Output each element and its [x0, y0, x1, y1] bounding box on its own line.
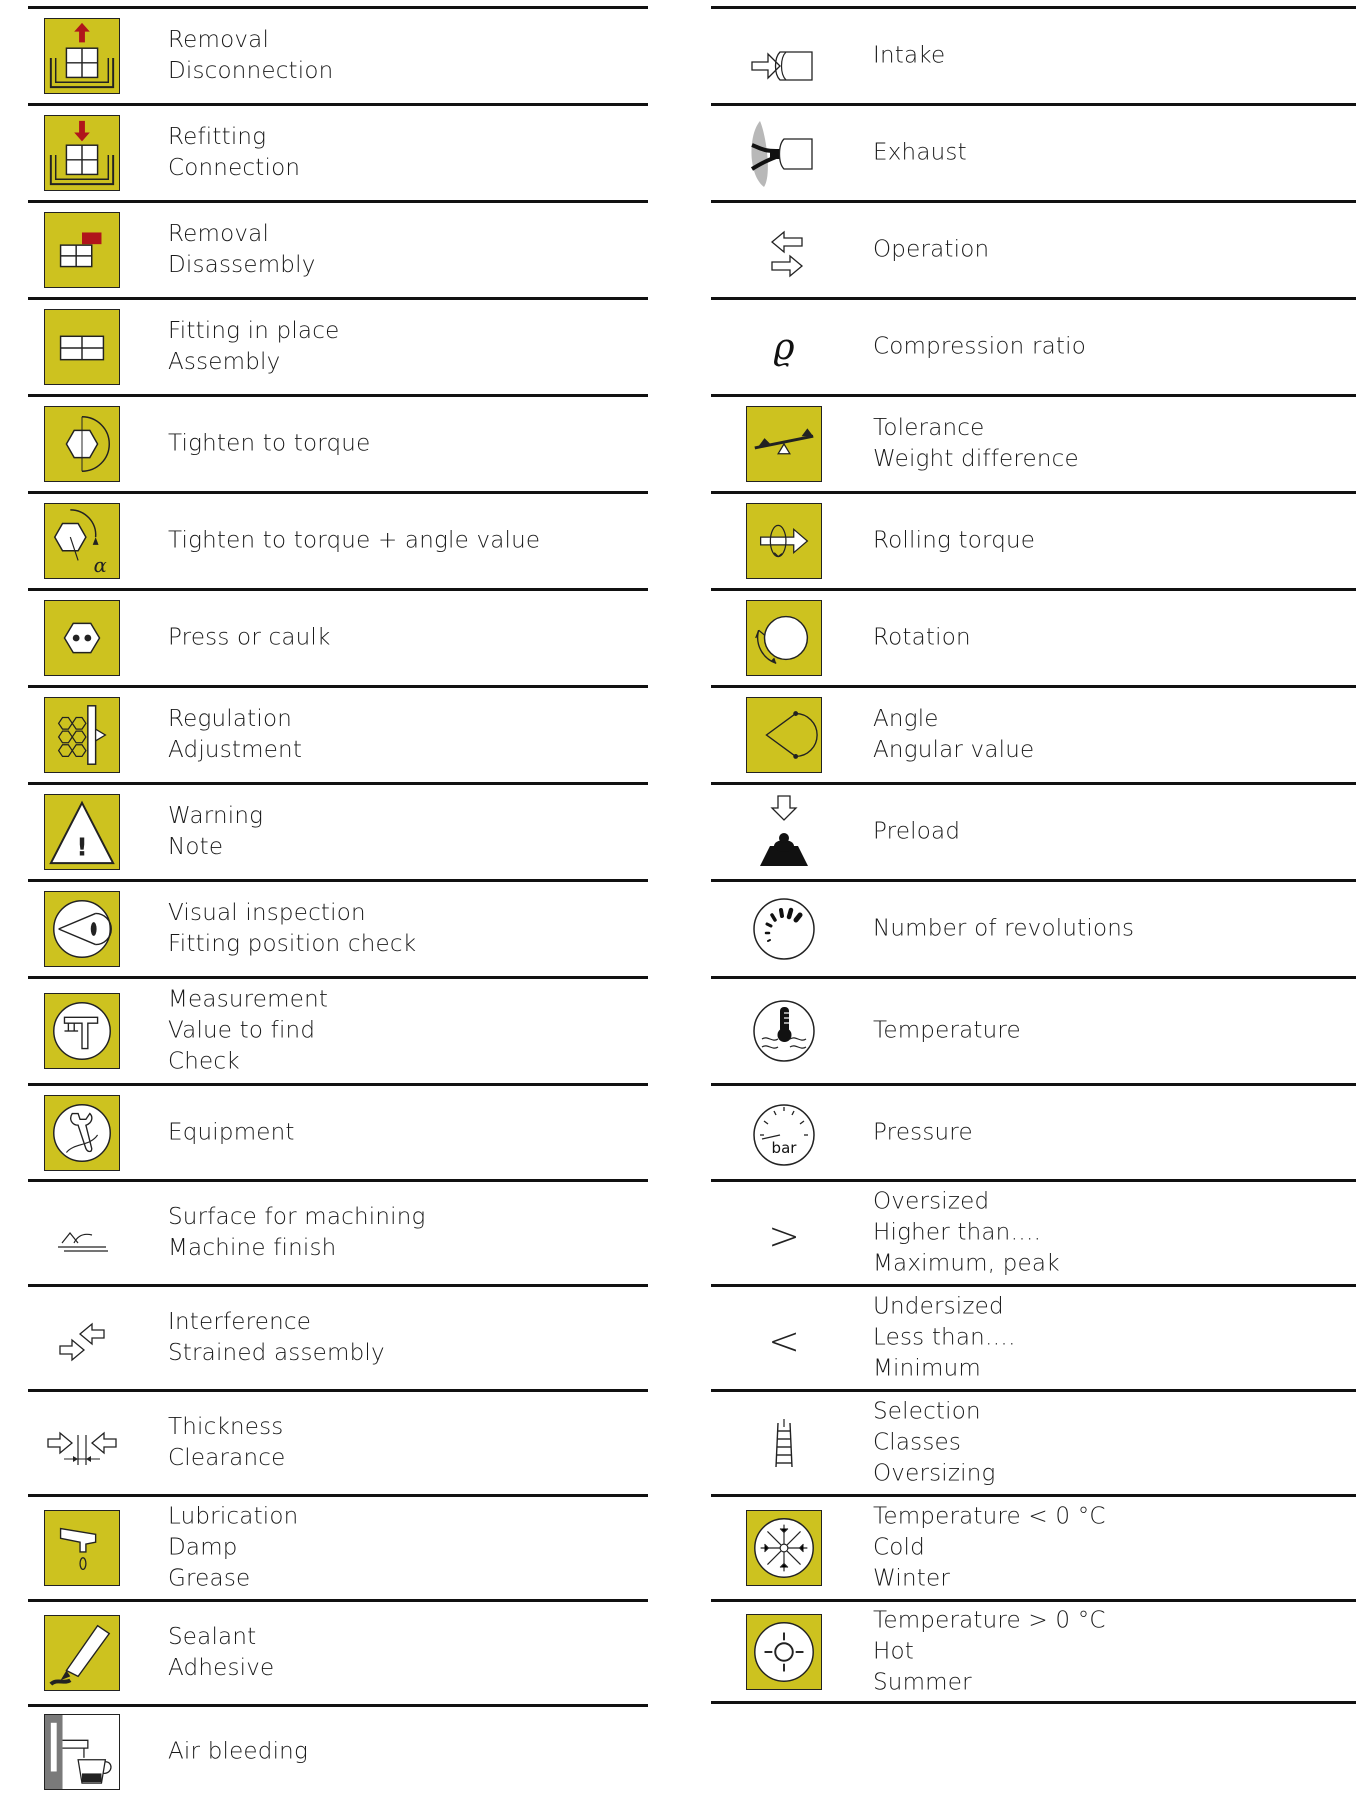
- symbol-label: Air bleeding: [168, 1738, 308, 1764]
- symbol-label: Measurement Value to find Check: [168, 986, 329, 1075]
- rotation-icon: [746, 600, 822, 676]
- greater-than-symbol: >: [768, 1214, 800, 1258]
- symbol-label: Removal Disassembly: [168, 221, 316, 278]
- torque-angle-icon: [44, 503, 120, 579]
- symbol-row: [711, 1599, 1356, 1704]
- symbol-row: [711, 685, 1356, 782]
- symbol-row: [711, 491, 1356, 588]
- exclamation-symbol: !: [76, 832, 88, 862]
- measurement-icon: [44, 993, 120, 1069]
- symbol-row: [28, 200, 648, 297]
- symbol-row: [711, 297, 1356, 394]
- symbol-row: [711, 879, 1356, 976]
- symbol-label: Pressure: [873, 1119, 973, 1145]
- symbol-label: Tighten to torque + angle value: [168, 527, 541, 554]
- pressure-icon: [746, 1095, 822, 1171]
- revolutions-icon: [746, 891, 822, 967]
- symbol-label: Interference Strained assembly: [168, 1309, 385, 1366]
- interference-icon: [44, 1300, 120, 1376]
- less-than-symbol: <: [768, 1319, 800, 1363]
- symbol-label: Tolerance Weight difference: [873, 415, 1079, 472]
- symbol-label: Compression ratio: [873, 333, 1086, 360]
- lubrication-icon: [44, 1510, 120, 1586]
- symbol-row: [711, 1494, 1356, 1599]
- symbol-label: Preload: [873, 818, 961, 845]
- symbol-row: [711, 1179, 1356, 1284]
- symbol-row: [28, 782, 648, 879]
- symbol-row: [28, 297, 648, 394]
- symbol-label: Undersized Less than…. Minimum: [873, 1293, 1016, 1382]
- operation-icon: [746, 212, 822, 288]
- symbol-row: [711, 1284, 1356, 1389]
- symbol-label: Removal Disconnection: [168, 27, 334, 84]
- symbol-row: [28, 588, 648, 685]
- symbol-label: Equipment: [168, 1119, 295, 1145]
- symbol-label: Sealant Adhesive: [168, 1624, 275, 1681]
- symbol-row: [28, 1083, 648, 1179]
- symbol-label: Operation: [873, 236, 990, 263]
- symbol-label: Warning Note: [168, 803, 264, 860]
- symbol-row: [28, 1494, 648, 1599]
- left-column: [28, 6, 648, 1796]
- symbol-label: Oversized Higher than…. Maximum, peak: [873, 1188, 1060, 1277]
- symbol-label: Exhaust: [873, 139, 967, 166]
- greater-than-icon: [746, 1195, 822, 1271]
- symbol-row: [711, 782, 1356, 879]
- cold-icon: [746, 1510, 822, 1586]
- rolling-torque-icon: [746, 503, 822, 579]
- symbol-label: Temperature < 0 °C Cold Winter: [873, 1503, 1106, 1592]
- selection-icon: [746, 1405, 822, 1481]
- symbol-row: [28, 1284, 648, 1389]
- symbol-label: Temperature: [873, 1017, 1021, 1044]
- thickness-icon: [44, 1405, 120, 1481]
- symbol-label: Temperature > 0 °C Hot Summer: [873, 1607, 1106, 1695]
- symbol-label: Regulation Adjustment: [168, 706, 303, 763]
- symbol-label: Fitting in place Assembly: [168, 318, 340, 375]
- symbol-label: Intake: [873, 42, 946, 69]
- warning-icon: [44, 794, 120, 870]
- symbol-label: Visual inspection Fitting position check: [168, 900, 417, 957]
- symbol-row: [28, 685, 648, 782]
- symbol-row: [711, 394, 1356, 491]
- rho-symbol: ϱ: [773, 327, 795, 368]
- symbol-label: Lubrication Damp Grease: [168, 1503, 299, 1592]
- assembly-icon: [44, 309, 120, 385]
- hot-icon: [746, 1614, 822, 1690]
- symbol-row: [711, 6, 1356, 103]
- temperature-icon: [746, 993, 822, 1069]
- symbol-row: [28, 6, 648, 103]
- symbol-label: Number of revolutions: [873, 915, 1135, 942]
- compression-ratio-icon: [746, 309, 822, 385]
- angle-icon: [746, 697, 822, 773]
- equipment-icon: [44, 1095, 120, 1171]
- exhaust-icon: [746, 115, 822, 191]
- symbol-row: [28, 1704, 648, 1796]
- symbol-row: [711, 1083, 1356, 1179]
- right-column: [711, 6, 1356, 1704]
- removal-disconnection-icon: [44, 18, 120, 94]
- symbol-row: [711, 1389, 1356, 1494]
- symbol-label: Thickness Clearance: [168, 1414, 286, 1471]
- machining-surface-icon: [44, 1195, 120, 1271]
- symbol-row: [28, 879, 648, 976]
- symbol-row: [28, 103, 648, 200]
- symbol-row: [28, 1389, 648, 1494]
- air-bleeding-icon: [44, 1714, 120, 1790]
- sealant-icon: [44, 1615, 120, 1691]
- symbol-label: Rolling torque: [873, 527, 1036, 554]
- symbol-label: Rotation: [873, 624, 971, 651]
- symbol-label: Refitting Connection: [168, 124, 301, 181]
- less-than-icon: [746, 1300, 822, 1376]
- symbol-row: [711, 588, 1356, 685]
- symbol-label: Surface for machining Machine finish: [168, 1204, 426, 1261]
- symbol-row: [711, 103, 1356, 200]
- bar-unit-text: bar: [771, 1138, 797, 1157]
- symbol-label: Angle Angular value: [873, 706, 1035, 763]
- symbol-row: [28, 491, 648, 588]
- symbol-row: [711, 976, 1356, 1083]
- intake-icon: [746, 18, 822, 94]
- symbol-row: [28, 394, 648, 491]
- symbol-label: Tighten to torque: [168, 430, 371, 457]
- symbol-row: [711, 200, 1356, 297]
- tolerance-icon: [746, 406, 822, 482]
- torque-icon: [44, 406, 120, 482]
- symbol-row: [28, 1179, 648, 1284]
- refitting-connection-icon: [44, 115, 120, 191]
- removal-disassembly-icon: [44, 212, 120, 288]
- alpha-symbol: α: [93, 554, 107, 578]
- adjustment-icon: [44, 697, 120, 773]
- press-caulk-icon: [44, 600, 120, 676]
- symbol-row: [28, 1599, 648, 1704]
- symbol-row: [28, 976, 648, 1083]
- visual-inspection-icon: [44, 891, 120, 967]
- preload-icon: [746, 794, 822, 870]
- symbol-label: Press or caulk: [168, 624, 331, 651]
- symbol-label: Selection Classes Oversizing: [873, 1398, 996, 1487]
